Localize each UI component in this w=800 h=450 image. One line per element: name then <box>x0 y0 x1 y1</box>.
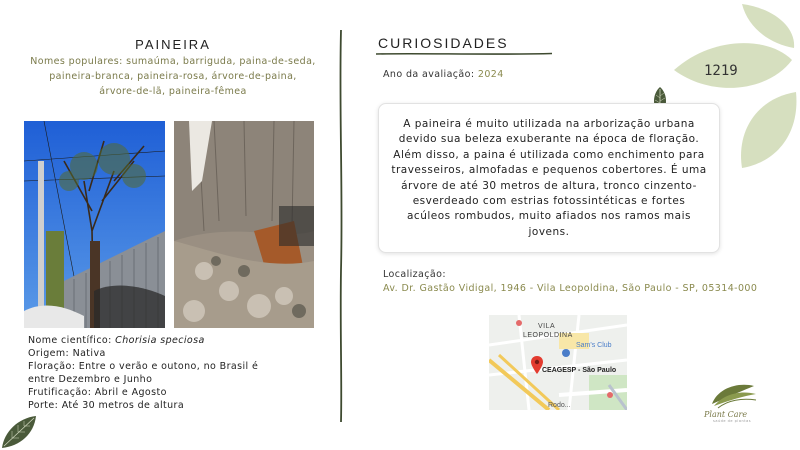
record-number: 1219 <box>704 63 738 79</box>
map-label-store: Sam's Club <box>576 342 612 349</box>
map-label-road: Rodo... <box>548 402 571 409</box>
map-label-place: CEAGESP - São Paulo <box>542 367 617 374</box>
location-label: Localização: <box>383 269 446 280</box>
tree-photo <box>24 121 165 328</box>
size: Porte: Até 30 metros de altura <box>28 400 185 411</box>
map-label-vila: VILA <box>538 323 556 330</box>
plant-title: PAINEIRA <box>135 37 211 52</box>
evaluation-year: Ano da avaliação: 2024 <box>383 69 504 80</box>
popular-names: Nomes populares: sumaúma, barriguda, paina-de-seda, paineira-branca, paineira-rosa, árvore-de-paina, árvore-de-lã, paineira-fêmea <box>30 56 316 97</box>
brand-tagline: saúde de plantas <box>713 419 752 423</box>
plant-facts <box>28 334 298 412</box>
flowering: Floração: Entre o verão e outono, no Brasil é <box>28 361 259 372</box>
map-label-leopoldina: LEOPOLDINA <box>523 332 573 339</box>
trunk-photo <box>174 121 314 328</box>
origin: Origem: Nativa <box>28 348 106 359</box>
plant-care-logo-icon <box>708 380 758 410</box>
location-address: Av. Dr. Gastão Vidigal, 1946 - Vila Leopoldina, São Paulo - SP, 05314-000 <box>383 283 758 294</box>
fruiting: Frutificação: Abril e Agosto <box>28 387 167 398</box>
curiosity-text: A paineira é muito utilizada na arborização urbana devido sua beleza exuberante na época de floração. Além disso, a paina é utilizada como enchimento para travesseiros, almofadas e pequenos cobertores. É uma árvore de até 30 metros de altura, tronco cinzento-esverdeado com estrias fotossintéticas e fortes acúleos rombudos, muito afiados nos ramos mais jovens. <box>378 103 720 253</box>
leaf-decoration-bottom-left <box>0 414 40 450</box>
location-map[interactable] <box>489 315 627 410</box>
flowering-cont: entre Dezembro e Junho <box>28 374 153 385</box>
brand-name: Plant Care <box>704 410 748 419</box>
curiosities-title: CURIOSIDADES <box>378 35 509 51</box>
scientific-name: Nome científico: Chorisia speciosa <box>28 335 205 346</box>
column-divider <box>338 30 344 422</box>
title-underline <box>376 52 552 56</box>
